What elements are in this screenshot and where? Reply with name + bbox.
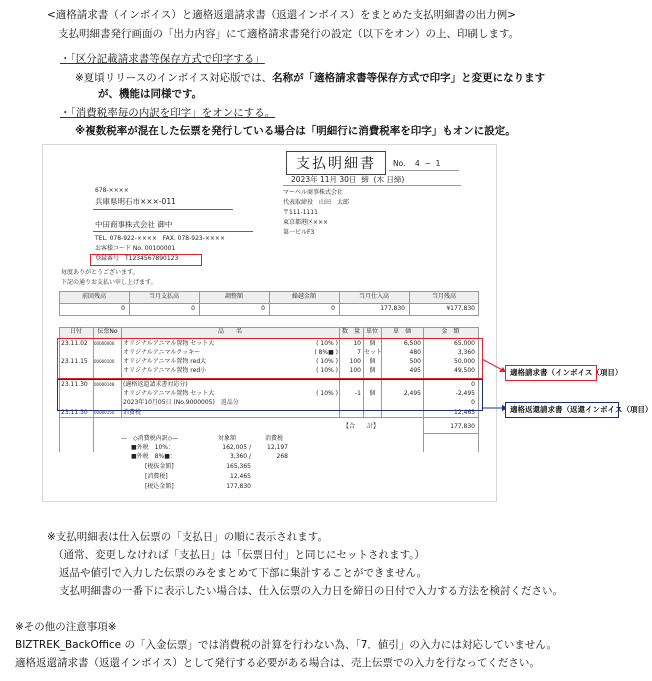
setting-note-1 [75, 71, 545, 85]
breakdown-r2-label: ■外税 8%■： [131, 453, 176, 460]
cell-amount: 0 [471, 381, 475, 388]
total-value: 177,830 [450, 423, 475, 430]
note-1: ※支払明細表は仕入伝票の「支払日」の順に表示されます。 [47, 531, 328, 543]
cell-amount: 12,465 [454, 409, 475, 416]
cell-name: オリジナルアニマル置物 red小 [123, 367, 207, 374]
statement-date [291, 175, 404, 185]
other-note-2: 適格返還請求書（返還インボイス）として発行する必要がある場合は、売上伝票での入力を行なってください。 [15, 657, 540, 669]
note-2: （通常、変更しなければ「支払日」は「伝票日付」と同じにセットされます。） [53, 549, 425, 561]
invoice-highlight [57, 338, 483, 379]
detail-header-cell: 金 額 [441, 328, 460, 335]
no-dash: − [424, 159, 431, 168]
recipient-fax: FAX. 078-923-×××× [162, 235, 225, 242]
cell-name: 消費税 [123, 409, 142, 416]
cell-qty: 7 [357, 349, 361, 356]
setting-item-1: ・「区分記載請求書等保存方式で印字する」 [60, 53, 265, 65]
setting-note-1-bold: 名称が「適格請求書等保存方式で印字」と変更になります [272, 72, 546, 84]
cell-unit: 個 [369, 340, 376, 347]
cell-unit: 個 [369, 367, 376, 374]
summary-header-cell: 繰越金額 [291, 293, 316, 300]
note-3: 返品や値引で入力した伝票のみをまとめて下部に集計することができません。 [59, 567, 428, 579]
cell-no: 00000100 [94, 359, 115, 364]
cell-amount: 49,500 [454, 367, 475, 374]
recipient-contact [95, 235, 225, 243]
date-day: (木 日締) [373, 175, 405, 184]
cell-unit: 個 [369, 358, 376, 365]
recipient-tel: TEL. 078-922-×××× [95, 235, 157, 242]
recipient-name: 中田商事株式会社 御中 [95, 220, 173, 229]
cell-qty: -1 [355, 390, 361, 397]
cell-price: 6,500 [403, 340, 421, 347]
cell-no: 00000150 [94, 410, 115, 415]
cell-price: 480 [409, 349, 421, 356]
detail-header-cell: 数 量 [341, 328, 360, 335]
breakdown-r1-target: 162,005 / [222, 444, 251, 451]
invoice-callout-text: 適格請求書（インボイス（項目） [510, 368, 623, 377]
summary-header-cell: 当月仕入高 [358, 293, 389, 300]
cell-name: (適格返還請求書対応分) [123, 381, 188, 388]
cell-name: オリジナルアニマル置物 セット大 [123, 390, 215, 397]
summary-header-cell: 当月残高 [431, 293, 456, 300]
other-note-1: BIZTREK_BackOffice の「入金伝票」では消費税の計算を行わない為、「7．値引」の入力には対応していません。 [15, 639, 558, 651]
breakdown-r2-tax: 268 [276, 453, 288, 460]
summary-value-cell: ¥177,830 [446, 305, 475, 312]
cell-unit: 個 [369, 390, 376, 397]
return-invoice-callout [505, 402, 652, 418]
summary-value-cell: 0 [331, 305, 335, 312]
total-label: 【合 計】 [343, 423, 380, 430]
breakdown-r4-value: 12,465 [230, 473, 251, 480]
breakdown-r2-target: 3,360 / [229, 453, 251, 460]
recipient-address: 兵庫県明石市×××-011 [95, 197, 176, 206]
detail-header-cell: 単 価 [392, 328, 411, 335]
cell-tax: ( 8%■ ) [314, 349, 338, 356]
cell-no: 00000006 [94, 341, 115, 346]
cell-amount: 50,000 [454, 358, 475, 365]
cell-date: 23.11.02 [61, 340, 88, 347]
cell-date: 23.11.30 [61, 381, 88, 388]
breakdown-col-target: 対象額 [218, 435, 237, 442]
recipient-zip: 678-×××× [95, 187, 129, 194]
breakdown-r5-value: 177,830 [226, 483, 251, 490]
summary-value-cell: 0 [121, 305, 125, 312]
cell-tax: ( 10% ) [316, 390, 338, 397]
cell-qty: 10 [353, 340, 361, 347]
issuer-zip: 〒111-1111 [283, 209, 318, 216]
breakdown-r5-label: [税込金額] [145, 483, 174, 490]
registration-number: 登録番号 T1234567890123 [95, 255, 179, 262]
issuer-address: 東京都港区××× [283, 219, 329, 226]
cell-amount: 0 [471, 399, 475, 406]
detail-header-cell: 伝票No [97, 328, 118, 335]
cell-qty: 100 [349, 367, 361, 374]
cell-name: オリジナルアニマルクッキー [123, 349, 201, 356]
summary-value-cell: 0 [191, 305, 195, 312]
breakdown-r3-value: 165,365 [226, 463, 251, 470]
return-invoice-callout-text: 適格返還請求書（返還インボイス（項目） [510, 405, 652, 414]
invoice-callout [505, 365, 623, 381]
summary-header-cell: 当月支払高 [148, 293, 179, 300]
issuer-company: マーベル商事株式会社 [283, 189, 344, 196]
page-subheading: 支払明細書発行画面の「出力内容」にて適格請求書発行の設定（以下をオン）の上、印刷します。 [58, 28, 520, 40]
detail-header-cell: 品 名 [217, 328, 242, 335]
breakdown-r1-label: ■外税 10%： [131, 444, 175, 451]
page-heading: <適格請求書（インボイス）と適格返還請求書（返還インボイス）をまとめた支払明細書の出力例> [47, 9, 516, 21]
cell-tax: ( 10% ) [316, 367, 338, 374]
cell-price: 2,495 [403, 390, 421, 397]
summary-header-cell: 調整額 [224, 293, 243, 300]
no-value: 4 [415, 159, 420, 168]
breakdown-r4-label: [消費税] [145, 473, 168, 480]
note-4: 支払明細書の一番下に表示したい場合は、仕入伝票の入力日を締日の日付で入力する方法を検討ください。 [59, 585, 563, 597]
breakdown-header: — ◇消費税内訳◇— [121, 435, 179, 442]
no-label: No. [393, 159, 406, 168]
statement-document [43, 145, 496, 501]
cell-amount: -2,495 [455, 390, 475, 397]
breakdown-r3-label: [税抜金額] [145, 463, 174, 470]
cell-tax: ( 10% ) [316, 358, 338, 365]
cell-price: 495 [409, 367, 421, 374]
cell-date: 23.11.15 [61, 358, 88, 365]
setting-item-2: ・「消費税率毎の内訳を印字」をオンにする。 [60, 107, 276, 119]
other-heading: ※その他の注意事項※ [15, 621, 117, 633]
cell-amount: 65,000 [454, 340, 475, 347]
cell-amount: 3,360 [457, 349, 475, 356]
issuer-rep: 代表取締役 山田 太郎 [283, 199, 350, 206]
summary-value-cell: 0 [261, 305, 265, 312]
cell-name: オリジナルアニマル置物 セット大 [123, 340, 215, 347]
summary-value-cell: 177,830 [380, 305, 405, 312]
no-sub: 1 [435, 159, 441, 168]
issuer-building: 第一ビルF3 [283, 229, 315, 236]
cell-name: 2023年10月05日 (No.9000005) 返品分 [123, 399, 239, 406]
statement-no [393, 159, 440, 169]
summary-header-cell: 前回残高 [81, 293, 106, 300]
cell-no: 00000148 [94, 382, 115, 387]
detail-header-cell: 日付 [69, 328, 82, 335]
cell-unit: セット [364, 349, 383, 356]
setting-note-1-pre: ※夏頃リリースのインボイス対応版では、 [75, 72, 273, 84]
breakdown-r1-tax: 12,197 [267, 444, 288, 451]
cell-name: オリジナルアニマル置物 red大 [123, 358, 207, 365]
statement-title: 支払明細書 [286, 151, 386, 175]
cell-date: 23.11.30 [61, 409, 88, 416]
cell-qty: 100 [349, 358, 361, 365]
setting-note-1-cont: が、機能は同様です。 [98, 88, 203, 100]
detail-header-cell: 単位 [365, 328, 378, 335]
greeting-line-1: 毎度ありがとうございます。 [61, 269, 139, 276]
greeting-line-2: 下記の通りお支払い申し上げます。 [61, 279, 157, 286]
cell-price: 500 [409, 358, 421, 365]
return-invoice-highlight [57, 379, 483, 411]
date-value: 2023年 11月 30日 [291, 175, 357, 184]
cell-tax: ( 10% ) [316, 340, 338, 347]
breakdown-col-tax: 消費税 [265, 435, 284, 442]
date-suffix: 締 [361, 175, 369, 184]
customer-code: お客様コード No. 00100001 [95, 245, 176, 252]
setting-note-2: ※複数税率が混在した伝票を発行している場合は「明細行に消費税率を印字」もオンに設定。 [75, 125, 516, 137]
